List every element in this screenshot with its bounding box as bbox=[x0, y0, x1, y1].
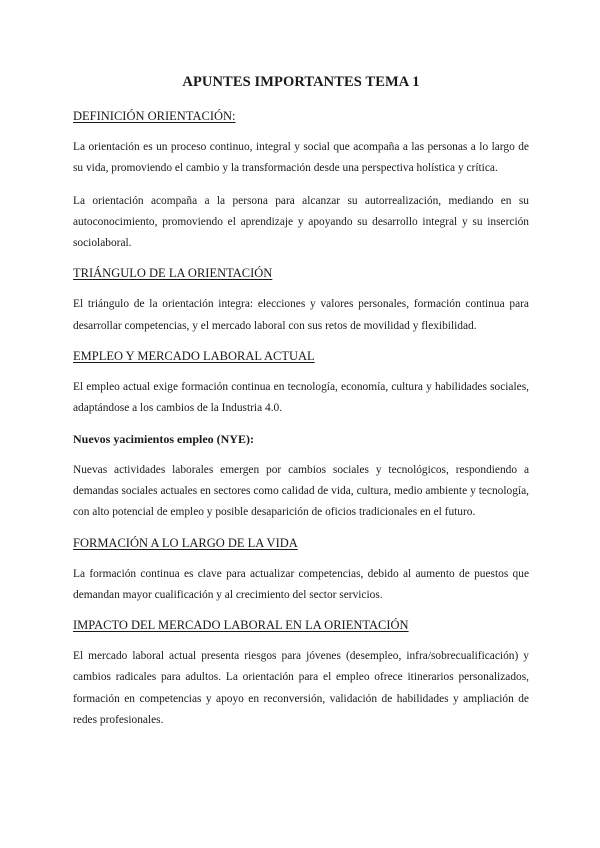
section-nye bbox=[73, 431, 529, 524]
paragraph: Nuevas actividades laborales emergen por cambios sociales y tecnológicos, respondiendo a demandas sociales actuales en sectores como calidad de vida, cultura, medio ambiente y tecnología, con alto potencial de empleo y posible desaparición de oficios tradicionales en el futuro. bbox=[73, 463, 529, 519]
section-triangulo bbox=[73, 265, 529, 337]
section-formacion bbox=[73, 535, 529, 607]
paragraph: El empleo actual exige formación continua en tecnología, economía, cultura y habilidades sociales, adaptándose a los cambios de la Industria 4.0. bbox=[73, 381, 529, 415]
section-heading-definicion: DEFINICIÓN ORIENTACIÓN: bbox=[73, 109, 236, 123]
paragraph: La orientación es un proceso continuo, integral y social que acompaña a las personas a lo largo de su vida, promoviendo el cambio y la transformación desde una perspectiva holística y crítica. bbox=[73, 141, 529, 175]
paragraph: La orientación acompaña a la persona para alcanzar su autorrealización, mediando en su autoconocimiento, promoviendo el aprendizaje y apoyando su desarrollo integral y su inserción sociolaboral. bbox=[73, 194, 529, 250]
section-definicion bbox=[73, 108, 529, 254]
section-heading-formacion: FORMACIÓN A LO LARGO DE LA VIDA bbox=[73, 535, 298, 550]
paragraph: La formación continua es clave para actualizar competencias, debido al aumento de puestos que demandan mayor cualificación y al crecimiento del sector servicios. bbox=[73, 567, 529, 601]
paragraph: El triángulo de la orientación integra: elecciones y valores personales, formación continua para desarrollar competencias, y el mercado laboral con sus retos de movilidad y flexibilidad. bbox=[73, 298, 529, 332]
paragraph: El mercado laboral actual presenta riesgos para jóvenes (desempleo, infra/sobrecualificación) y cambios radicales para adultos. La orientación para el empleo ofrece itinerarios personalizados, formación en competencias y apoyo en reconversión, validación de habilidades y ampliación de redes profesionales. bbox=[73, 650, 529, 727]
section-impacto bbox=[73, 617, 529, 731]
document-title: APUNTES IMPORTANTES TEMA 1 bbox=[182, 74, 420, 90]
section-heading-impacto: IMPACTO DEL MERCADO LABORAL EN LA ORIENTACIÓN bbox=[73, 618, 409, 633]
subheading-nye: Nuevos yacimientos empleo (NYE): bbox=[73, 431, 254, 446]
document-page bbox=[73, 74, 529, 741]
section-empleo bbox=[73, 348, 529, 420]
section-heading-triangulo: TRIÁNGULO DE LA ORIENTACIÓN bbox=[73, 266, 273, 281]
section-heading-empleo: EMPLEO Y MERCADO LABORAL ACTUAL bbox=[73, 349, 315, 364]
